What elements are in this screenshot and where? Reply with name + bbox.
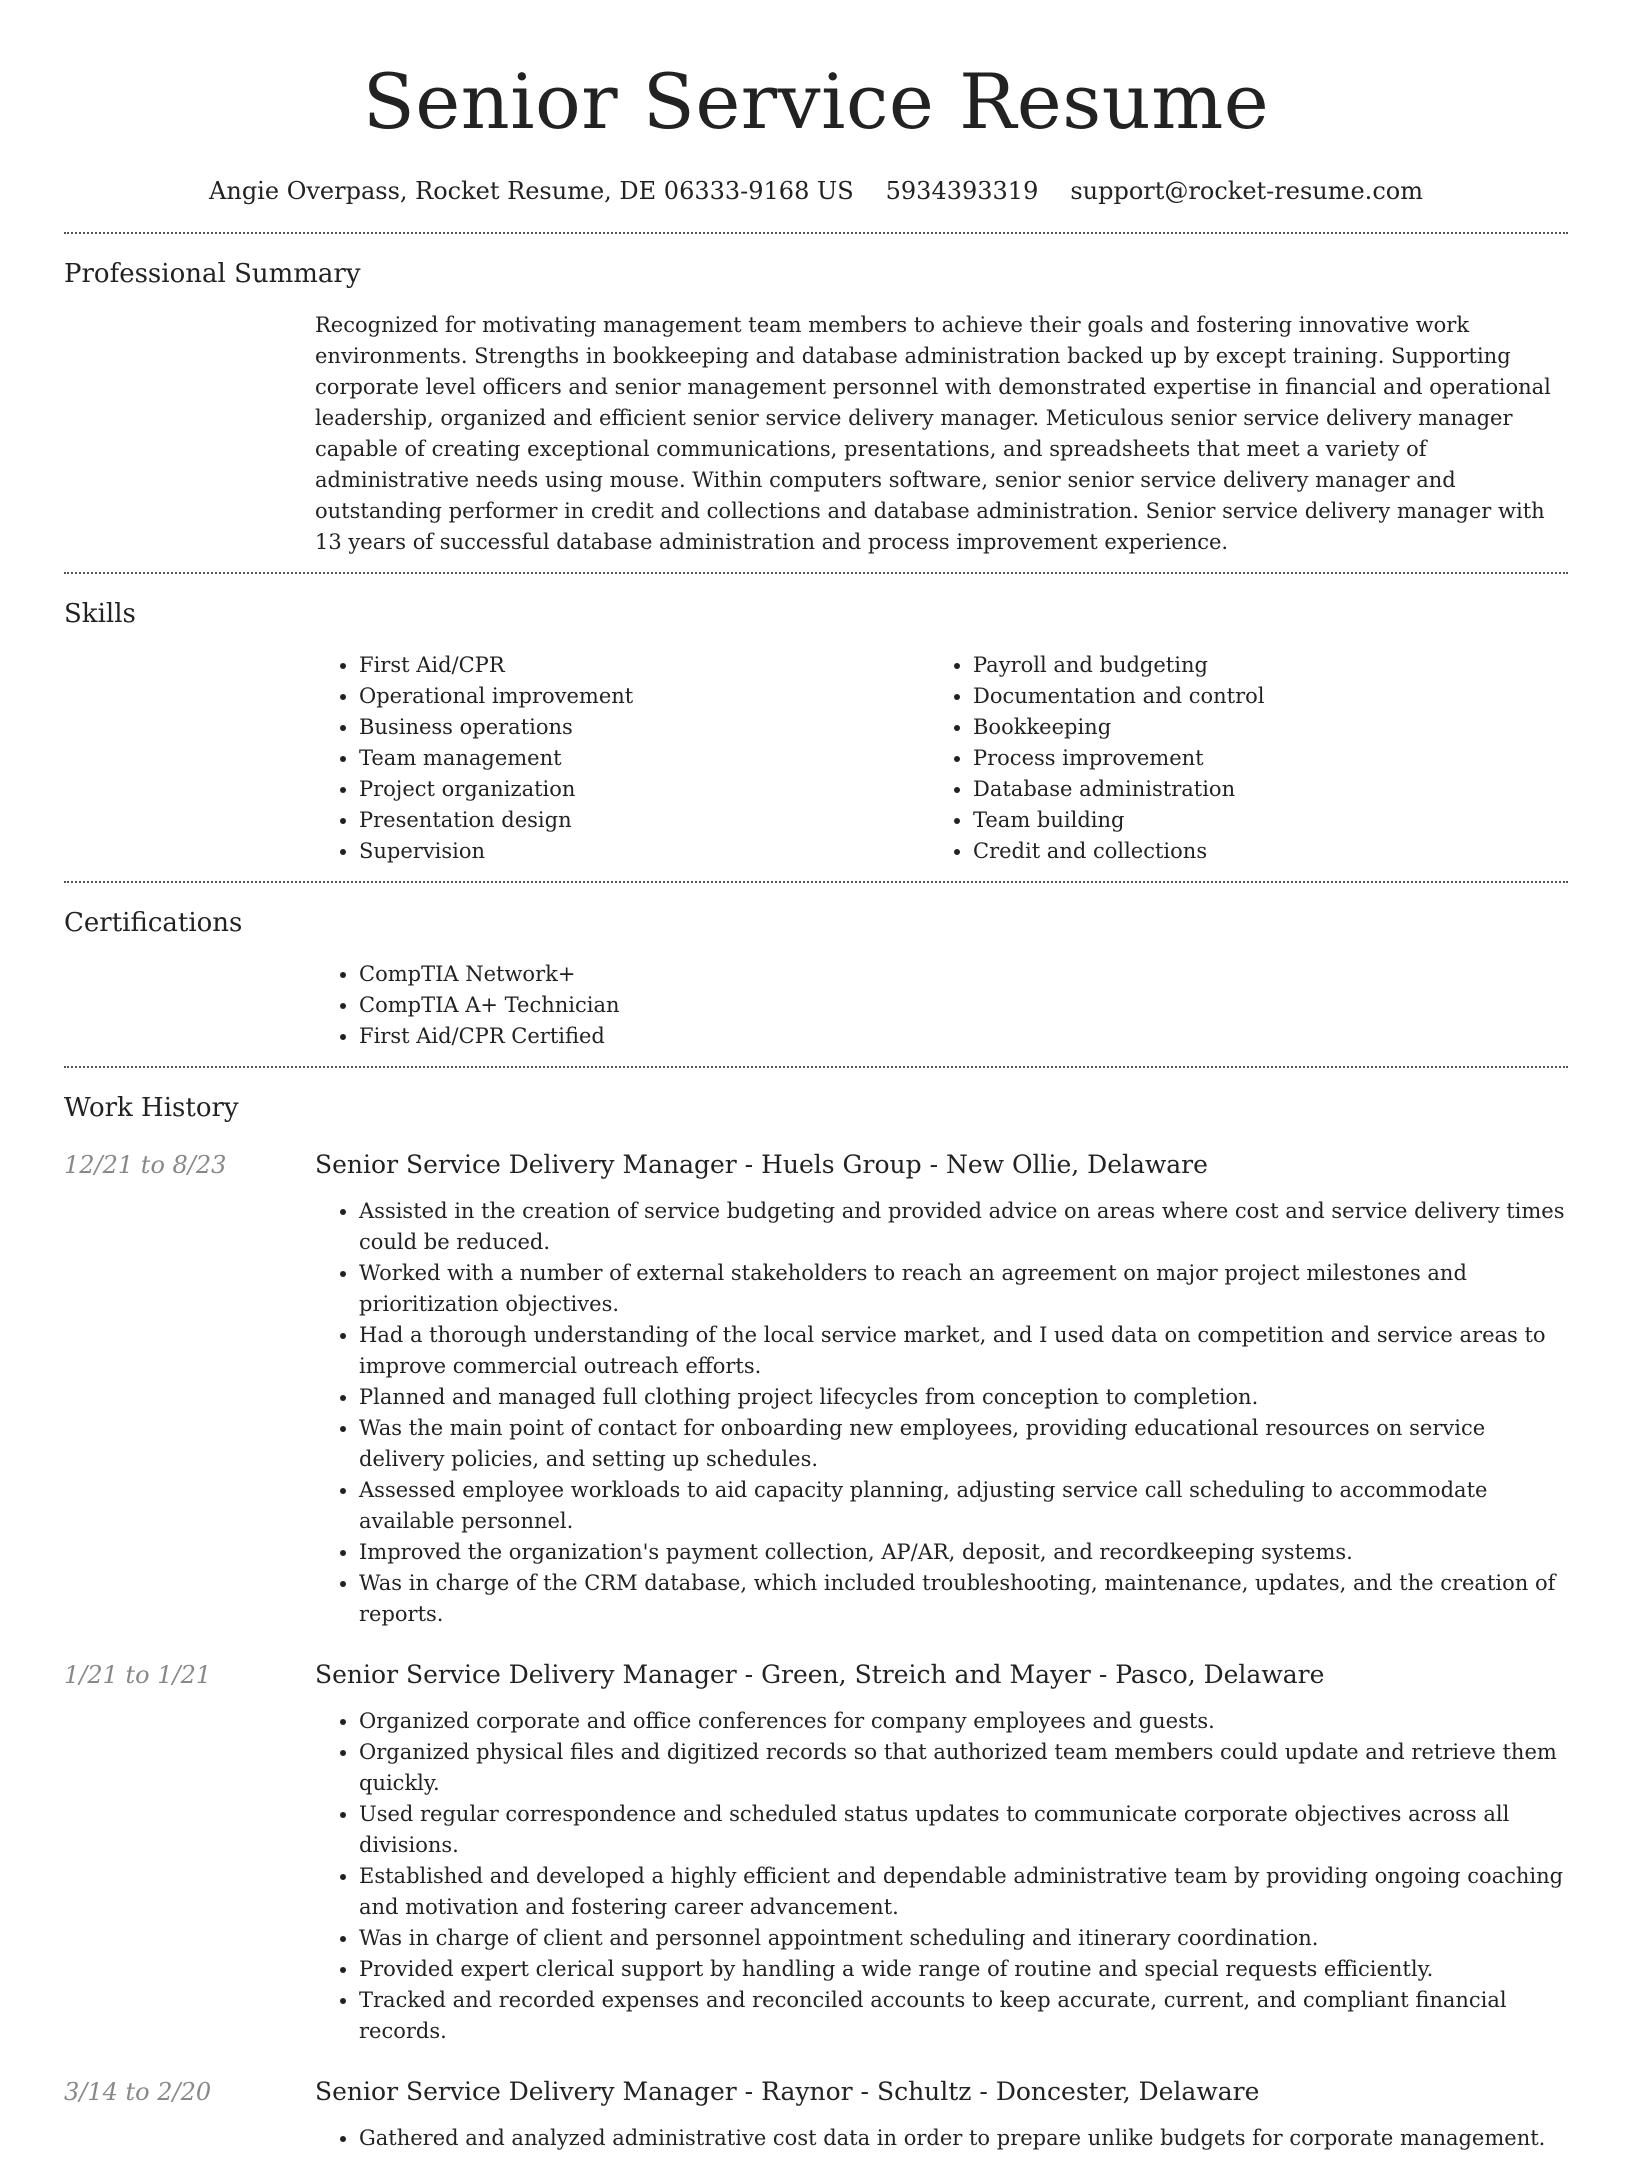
skills-list-right [929, 650, 1543, 867]
skill-item: • Project organization [359, 774, 929, 805]
job-bullet: • Had a thorough understanding of the local service market, and I used data on competition and service areas to improve commercial outreach efforts. [359, 1320, 1568, 1382]
certification-item: • First Aid/CPR Certified [359, 1021, 1568, 1052]
skill-item: • Bookkeeping [973, 712, 1543, 743]
job-bullet: • Gathered and analyzed administrative cost data in order to prepare unlike budgets for corporate management. [359, 2123, 1568, 2154]
job-bullet: • Was in charge of the CRM database, which included troubleshooting, maintenance, updates, and the creation of reports. [359, 1568, 1568, 1630]
skill-item: • Business operations [359, 712, 929, 743]
skill-item: • Documentation and control [973, 681, 1543, 712]
skills-section [64, 574, 1568, 881]
professional-summary-section [64, 234, 1568, 572]
job-bullet: • Used regular correspondence and scheduled status updates to communicate corporate objectives across all divisions. [359, 1799, 1568, 1861]
job-bullet: • Organized physical files and digitized records so that authorized team members could update and retrieve them quickly. [359, 1737, 1568, 1799]
job-entry [64, 1148, 1568, 1630]
contact-info [64, 174, 1568, 208]
job-bullet: • Established and developed a highly efficient and dependable administrative team by providing ongoing coaching and motivation and fostering career advancement. [359, 1861, 1568, 1923]
resume-title: Senior Service Resume [362, 57, 1270, 146]
job-bullet: • Organized corporate and office conferences for company employees and guests. [359, 1706, 1568, 1737]
job-bullet: • Provided expert clerical support by handling a wide range of routine and special requests efficiently. [359, 1954, 1568, 1985]
summary-text: Recognized for motivating management team members to achieve their goals and fostering innovative work environments. Strengths in bookkeeping and database administration backed up by except training. Supporting corporate level officers and senior management personnel with demonstrated expertise in financial and operational leadership, organized and efficient senior service delivery manager. Meticulous senior service delivery manager capable of creating exceptional communications, presentations, and spreadsheets that meet a variety of administrative needs using mouse. Within computers software, senior senior service delivery manager and outstanding performer in credit and collections and database administration. Senior service delivery manager with 13 years of successful database administration and process improvement experience. [315, 313, 1551, 554]
skills-list-left [315, 650, 929, 867]
skills-grid [315, 650, 1568, 867]
job-title: Senior Service Delivery Manager - Huels Group - New Ollie, Delaware [315, 1150, 1208, 1179]
job-bullet: • Worked with a number of external stakeholders to reach an agreement on major project milestones and prioritization objectives. [359, 1258, 1568, 1320]
certification-item: • CompTIA A+ Technician [359, 990, 1568, 1021]
section-heading-summary: Professional Summary [64, 259, 361, 289]
job-bullet: • Assessed employee workloads to aid capacity planning, adjusting service call scheduling to accommodate available personnel. [359, 1475, 1568, 1537]
job-title: Senior Service Delivery Manager - Raynor - Schultz - Doncester, Delaware [315, 2077, 1260, 2106]
job-details [315, 2075, 1568, 2154]
section-heading-work-history: Work History [64, 1093, 239, 1123]
skill-item: • Payroll and budgeting [973, 650, 1543, 681]
skill-item: • Team building [973, 805, 1543, 836]
skill-item: • Database administration [973, 774, 1543, 805]
certifications-body [315, 959, 1568, 1052]
job-bullet: • Planned and managed full clothing project lifecycles from conception to completion. [359, 1382, 1568, 1413]
job-bullet: • Improved the organization's payment collection, AP/AR, deposit, and recordkeeping systems. [359, 1537, 1568, 1568]
job-bullet: • Assisted in the creation of service budgeting and provided advice on areas where cost and service delivery times could be reduced. [359, 1196, 1568, 1258]
job-dates: 12/21 to 8/23 [64, 1151, 227, 1179]
work-history-section [64, 1068, 1568, 2168]
skill-item: • First Aid/CPR [359, 650, 929, 681]
skill-item: • Process improvement [973, 743, 1543, 774]
skill-item: • Credit and collections [973, 836, 1543, 867]
job-dates: 1/21 to 1/21 [64, 1661, 212, 1689]
contact-phone: 5934393319 [885, 177, 1039, 205]
job-details [315, 1148, 1568, 1630]
job-bullets [315, 1196, 1568, 1630]
job-bullets [315, 2123, 1568, 2154]
job-entry [64, 1658, 1568, 2047]
certifications-list [315, 959, 1568, 1052]
section-heading-skills: Skills [64, 599, 136, 629]
skill-item: • Operational improvement [359, 681, 929, 712]
certifications-section [64, 883, 1568, 1066]
skill-item: • Presentation design [359, 805, 929, 836]
job-bullet: • Tracked and recorded expenses and reconciled accounts to keep accurate, current, and compliant financial records. [359, 1985, 1568, 2047]
job-bullet: • Was the main point of contact for onboarding new employees, providing educational resources on service delivery policies, and setting up schedules. [359, 1413, 1568, 1475]
job-title: Senior Service Delivery Manager - Green, Streich and Mayer - Pasco, Delaware [315, 1660, 1325, 1689]
job-bullet: • Was in charge of client and personnel appointment scheduling and itinerary coordination. [359, 1923, 1568, 1954]
job-bullets [315, 1706, 1568, 2047]
skill-item: • Supervision [359, 836, 929, 867]
job-entry [64, 2075, 1568, 2154]
section-heading-certifications: Certifications [64, 908, 243, 938]
job-details [315, 1658, 1568, 2047]
contact-email: support@rocket-resume.com [1070, 177, 1423, 205]
contact-address: Angie Overpass, Rocket Resume, DE 06333-9168 US [209, 177, 854, 205]
job-dates: 3/14 to 2/20 [64, 2078, 212, 2106]
certification-item: • CompTIA Network+ [359, 959, 1568, 990]
skill-item: • Team management [359, 743, 929, 774]
